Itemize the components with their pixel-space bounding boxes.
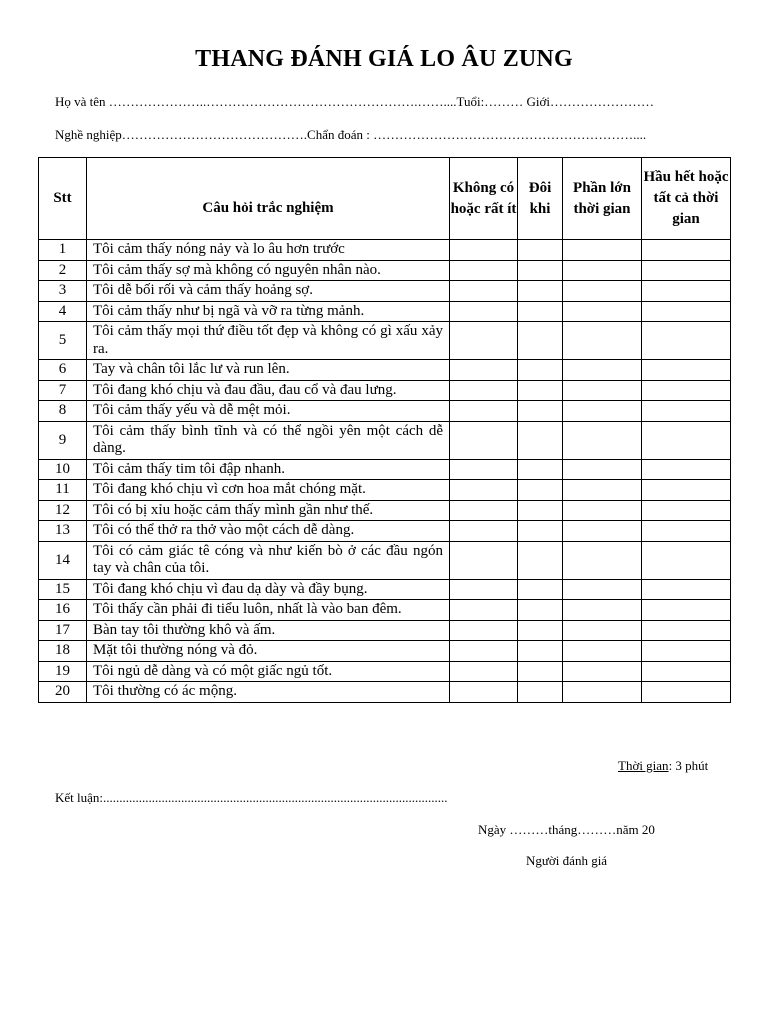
answer-cell-sometimes[interactable] [518,682,563,703]
answer-cell-mostly[interactable] [563,579,642,600]
answer-cell-rarely[interactable] [450,620,518,641]
header-question: Câu hỏi trắc nghiệm [87,158,450,240]
table-header-row [39,158,731,240]
row-number: 3 [39,281,87,302]
table-row [39,459,731,480]
answer-cell-always[interactable] [642,682,731,703]
evaluator-label: Người đánh giá [526,853,608,868]
answer-cell-rarely[interactable] [450,380,518,401]
answer-cell-always[interactable] [642,600,731,621]
row-number: 14 [39,541,87,579]
answer-cell-mostly[interactable] [563,641,642,662]
table-row [39,661,731,682]
question-text: Tôi cảm thấy mọi thứ điều tốt đẹp và không có gì xấu xảy ra. [87,322,450,360]
question-text: Tôi cảm thấy yếu và dễ mệt mỏi. [87,401,450,422]
answer-cell-rarely[interactable] [450,480,518,501]
answer-cell-always[interactable] [642,521,731,542]
answer-cell-rarely[interactable] [450,641,518,662]
answer-cell-always[interactable] [642,260,731,281]
row-number: 2 [39,260,87,281]
answer-cell-always[interactable] [642,459,731,480]
answer-cell-always[interactable] [642,579,731,600]
answer-cell-always[interactable] [642,322,731,360]
table-row [39,641,731,662]
question-text: Tôi thường có ác mộng. [87,682,450,703]
answer-cell-mostly[interactable] [563,459,642,480]
answer-cell-rarely[interactable] [450,600,518,621]
table-row [39,541,731,579]
row-number: 5 [39,322,87,360]
table-row [39,240,731,261]
table-row [39,401,731,422]
question-text: Tôi cảm thấy nóng nảy và lo âu hơn trước [87,240,450,261]
answer-cell-mostly[interactable] [563,322,642,360]
question-text: Tôi đang khó chịu vì đau dạ dày và đầy bụng. [87,579,450,600]
answer-cell-sometimes[interactable] [518,360,563,381]
date-line: Ngày ………tháng………năm 20 [478,822,655,837]
answer-cell-sometimes[interactable] [518,620,563,641]
header-col-rarely: Không có hoặc rất ít [450,158,518,240]
table-row [39,600,731,621]
answer-cell-mostly[interactable] [563,380,642,401]
answer-cell-sometimes[interactable] [518,579,563,600]
answer-cell-always[interactable] [642,661,731,682]
answer-cell-rarely[interactable] [450,240,518,261]
answer-cell-rarely[interactable] [450,301,518,322]
answer-cell-rarely[interactable] [450,260,518,281]
answer-cell-mostly[interactable] [563,240,642,261]
answer-cell-mostly[interactable] [563,360,642,381]
table-row [39,360,731,381]
answer-cell-sometimes[interactable] [518,500,563,521]
table-row [39,480,731,501]
table-row [39,500,731,521]
table-row [39,421,731,459]
table-body [39,240,731,703]
question-text: Mặt tôi thường nóng và đỏ. [87,641,450,662]
answer-cell-sometimes[interactable] [518,380,563,401]
question-text: Tôi thấy cần phải đi tiểu luôn, nhất là vào ban đêm. [87,600,450,621]
question-text: Tôi dễ bối rối và cảm thấy hoảng sợ. [87,281,450,302]
row-number: 6 [39,360,87,381]
header-col-mostly: Phần lớn thời gian [563,158,642,240]
header-col-always: Hầu hết hoặc tất cả thời gian [642,158,731,240]
answer-cell-sometimes[interactable] [518,661,563,682]
answer-cell-mostly[interactable] [563,260,642,281]
conclusion-line: Kết luận:.......................................................................................................... [55,790,448,805]
header-stt: Stt [39,158,87,240]
question-text: Tôi ngủ dễ dàng và có một giấc ngủ tốt. [87,661,450,682]
row-number: 8 [39,401,87,422]
answer-cell-mostly[interactable] [563,281,642,302]
name-age-gender-line: Họ và tên …………………..………………………………………….……....Tuổi:……… Giới…………………… [55,94,654,109]
answer-cell-sometimes[interactable] [518,459,563,480]
answer-cell-sometimes[interactable] [518,600,563,621]
answer-cell-rarely[interactable] [450,459,518,480]
answer-cell-sometimes[interactable] [518,521,563,542]
occupation-diagnosis-line: Nghề nghiệp…………………………………….Chẩn đoán : …………………………………………………….... [55,127,647,142]
question-text: Tôi đang khó chịu và đau đầu, đau cổ và đau lưng. [87,380,450,401]
row-number: 15 [39,579,87,600]
row-number: 13 [39,521,87,542]
time-value: : 3 phút [668,758,709,773]
answer-cell-mostly[interactable] [563,500,642,521]
row-number: 18 [39,641,87,662]
answer-cell-always[interactable] [642,360,731,381]
table-row [39,260,731,281]
answer-cell-mostly[interactable] [563,401,642,422]
question-text: Tôi đang khó chịu vì cơn hoa mắt chóng mặt. [87,480,450,501]
answer-cell-always[interactable] [642,421,731,459]
answer-cell-sometimes[interactable] [518,401,563,422]
row-number: 7 [39,380,87,401]
table-row [39,579,731,600]
table-row [39,682,731,703]
question-text: Tay và chân tôi lắc lư và run lên. [87,360,450,381]
answer-cell-always[interactable] [642,380,731,401]
answer-cell-always[interactable] [642,500,731,521]
answer-cell-mostly[interactable] [563,301,642,322]
question-text: Tôi có thể thở ra thở vào một cách dễ dàng. [87,521,450,542]
row-number: 9 [39,421,87,459]
answer-cell-mostly[interactable] [563,620,642,641]
question-text: Tôi cảm thấy như bị ngã và vỡ ra từng mảnh. [87,301,450,322]
answer-cell-mostly[interactable] [563,600,642,621]
answer-cell-rarely[interactable] [450,579,518,600]
answer-cell-rarely[interactable] [450,521,518,542]
table-row [39,380,731,401]
answer-cell-rarely[interactable] [450,360,518,381]
table-row [39,521,731,542]
answer-cell-always[interactable] [642,281,731,302]
answer-cell-always[interactable] [642,301,731,322]
answer-cell-sometimes[interactable] [518,301,563,322]
answer-cell-rarely[interactable] [450,281,518,302]
answer-cell-sometimes[interactable] [518,281,563,302]
answer-cell-rarely[interactable] [450,541,518,579]
answer-cell-sometimes[interactable] [518,480,563,501]
answer-cell-sometimes[interactable] [518,541,563,579]
row-number: 10 [39,459,87,480]
answer-cell-mostly[interactable] [563,682,642,703]
answer-cell-mostly[interactable] [563,480,642,501]
answer-cell-always[interactable] [642,480,731,501]
question-text: Tôi cảm thấy tim tôi đập nhanh. [87,459,450,480]
time-label: Thời gian [618,758,669,773]
row-number: 19 [39,661,87,682]
row-number: 17 [39,620,87,641]
answer-cell-sometimes[interactable] [518,260,563,281]
row-number: 1 [39,240,87,261]
row-number: 20 [39,682,87,703]
answer-cell-rarely[interactable] [450,401,518,422]
questionnaire-table [38,157,731,703]
question-text: Tôi có bị xỉu hoặc cảm thấy mình gần như thế. [87,500,450,521]
row-number: 4 [39,301,87,322]
answer-cell-rarely[interactable] [450,682,518,703]
table-row [39,322,731,360]
row-number: 12 [39,500,87,521]
answer-cell-sometimes[interactable] [518,240,563,261]
question-text: Tôi cảm thấy bình tĩnh và có thể ngồi yên một cách dễ dàng. [87,421,450,459]
answer-cell-rarely[interactable] [450,322,518,360]
row-number: 16 [39,600,87,621]
question-text: Bàn tay tôi thường khô và ấm. [87,620,450,641]
answer-cell-always[interactable] [642,641,731,662]
answer-cell-always[interactable] [642,240,731,261]
answer-cell-mostly[interactable] [563,661,642,682]
answer-cell-rarely[interactable] [450,661,518,682]
answer-cell-mostly[interactable] [563,421,642,459]
answer-cell-sometimes[interactable] [518,421,563,459]
time-limit [618,758,708,774]
answer-cell-mostly[interactable] [563,521,642,542]
table-row [39,281,731,302]
answer-cell-always[interactable] [642,541,731,579]
document-title: THANG ĐÁNH GIÁ LO ÂU ZUNG [195,46,573,72]
table-row [39,620,731,641]
question-text: Tôi cảm thấy sợ mà không có nguyên nhân nào. [87,260,450,281]
answer-cell-mostly[interactable] [563,541,642,579]
answer-cell-sometimes[interactable] [518,641,563,662]
answer-cell-always[interactable] [642,401,731,422]
answer-cell-always[interactable] [642,620,731,641]
row-number: 11 [39,480,87,501]
answer-cell-sometimes[interactable] [518,322,563,360]
question-text: Tôi có cảm giác tê cóng và như kiến bò ở các đầu ngón tay và chân của tôi. [87,541,450,579]
header-col-sometimes: Đôi khi [518,158,563,240]
answer-cell-rarely[interactable] [450,421,518,459]
answer-cell-rarely[interactable] [450,500,518,521]
table-row [39,301,731,322]
